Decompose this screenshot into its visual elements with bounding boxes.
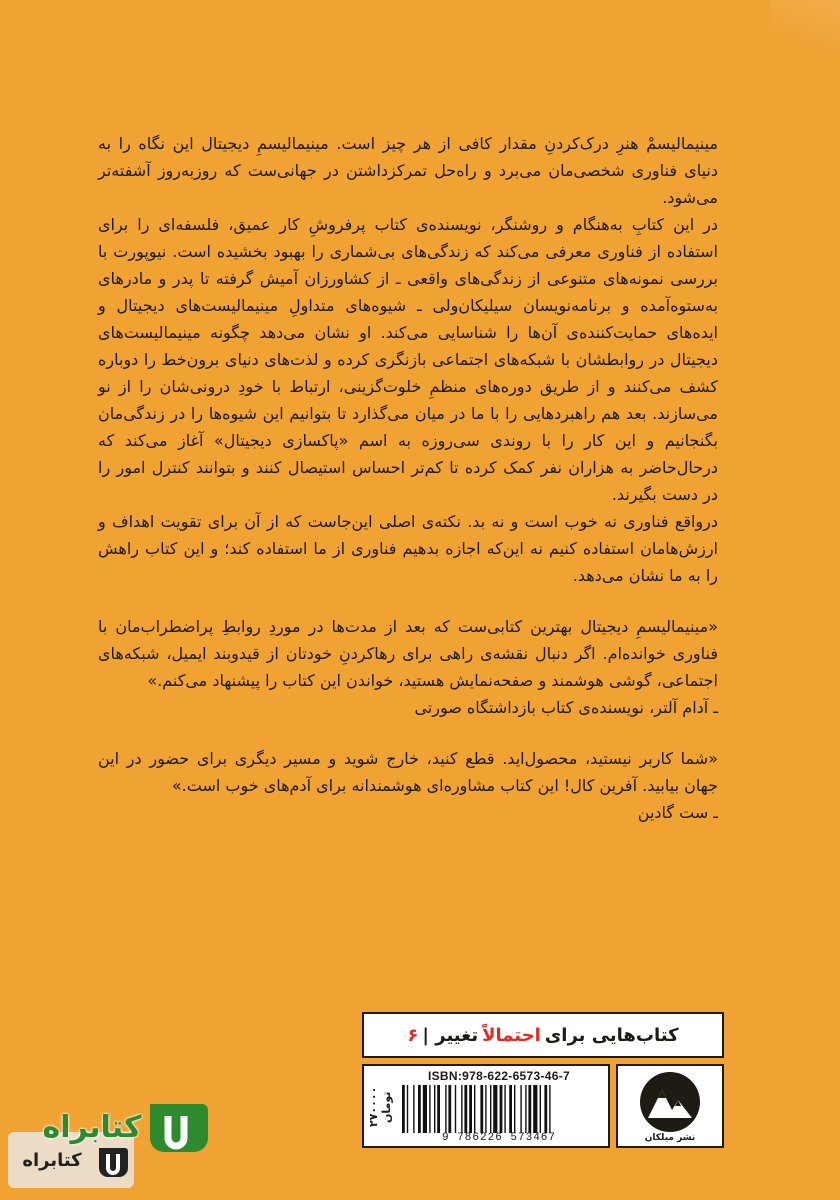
watermark-mini-logo-icon	[96, 1144, 130, 1180]
quote-2-author: ـ ست گادین	[637, 803, 718, 822]
back-cover-text	[98, 130, 718, 826]
blurb-paragraph-1: مینیمالیسمْ هنرِ درک‌کردنِ مقدار کافی از هر چیز است. مینیمالیسمِ دیجیتال این نگاه را به دنیای فناوری شخصی‌مان می‌برد و راه‌حل تمرکزداشتن در جهانی‌ست که روزبه‌روز آشفته‌تر می‌شود.	[98, 134, 718, 207]
series-number: ۶	[407, 1024, 419, 1046]
blurb-paragraph-3: درواقع فناوری نه خوب است و نه بد. نکته‌ی اصلی این‌جاست که از آن برای تقویت اهداف و ارزش‌هامان استفاده کنیم نه این‌که اجازه بدهیم فناوری از ما استفاده کند؛ و این کتاب راهش را به ما نشان می‌دهد.	[98, 512, 718, 585]
quote-1-text: «مینیمالیسمِ دیجیتال بهترین کتابی‌ست که بعد از مدت‌ها در موردِ روابطِ پراضطراب‌مان با فناوری خوانده‌ام. اگر دنبال نقشه‌ی راهی برای رهاکردنِ خودتان از قیدوبند ایمیل، شبکه‌های اجتماعی، گوشی هوشمند و صفحه‌نمایش هستید، خواندن این کتاب را پیشنهاد می‌کنم.»	[98, 617, 718, 690]
corner-shade	[770, 0, 840, 60]
series-part-2: احتمالاً	[482, 1024, 541, 1046]
blurb-paragraph-2: در این کتابِ به‌هنگام و روشنگر، نویسنده‌ی کتاب پرفروشِ کار عمیق، فلسفه‌ای را برای استفاده از فناوری معرفی می‌کند که زندگی‌های بی‌شماری را بهبود بخشیده است. نیوپورت با بررسی نمونه‌های متنوعی از زندگی‌های واقعی ـ از کشاورزان آمیش گرفته تا پدر و مادرهای به‌ستوه‌آمده و برنامه‌نویسان سیلیکان‌ولی ـ شیوه‌های متداولِ مینیمالیست‌های دیجیتال و ایده‌های حمایت‌کننده‌ی آن‌ها را شناسایی می‌کند. او نشان می‌دهد چگونه مینیمالیست‌های دیجیتال در روابطشان با شبکه‌های اجتماعی بازنگری کرده و لذت‌های دنیای برون‌خط را دوباره کشف می‌کنند و از طریق دوره‌های منظمِ خلوت‌گزینی، ارتباط با خودِ درونی‌شان را از نو می‌سازند. بعد هم راهبردهایی را با ما در میان می‌گذارد تا بتوانیم این شیوه‌ها را در زندگی‌مان بگنجانیم و این کار را با روندی سی‌روزه به اسم «پاکسازی دیجیتال» آغاز می‌کند که درحال‌حاضر به هزاران نفر کمک کرده تا کم‌تر احساس استیصال کنند و بتوانند کنترل امور را در دست بگیرند.	[98, 215, 718, 504]
price-label: ۲۷۰۰۰۰ تومان	[367, 1086, 393, 1128]
series-part-1: کتاب‌هایی برای	[544, 1024, 679, 1046]
isbn-label: ISBN:978-622-6573-46-7	[427, 1069, 570, 1083]
bookmark-logo-icon	[142, 1098, 212, 1156]
series-label	[362, 1012, 724, 1058]
series-part-3: تغییر |	[422, 1024, 479, 1046]
publisher-badge	[616, 1064, 724, 1148]
watermark-brand: کتابراه	[42, 1110, 142, 1145]
quote-2-text: «شما کاربر نیستید، محصول‌اید. قطع کنید، خارج شوید و مسیر دیگری برای حضور در این جهان بیابید. آفرین کال! این کتاب مشاوره‌ای هوشمندانه برای آدم‌های خوب است.»	[98, 749, 718, 795]
barcode	[362, 1064, 610, 1148]
barcode-bars	[402, 1085, 602, 1133]
watermark-brand-small: کتابراه	[22, 1150, 82, 1171]
publisher-name: نشر میلکان	[644, 1133, 696, 1143]
publisher-mountain-logo	[638, 1070, 702, 1134]
quote-1-author: ـ آدام آلتر، نویسنده‌ی کتاب بازداشتگاه صورتی	[414, 698, 718, 717]
barcode-digits: 9 786226 573467	[441, 1132, 557, 1144]
